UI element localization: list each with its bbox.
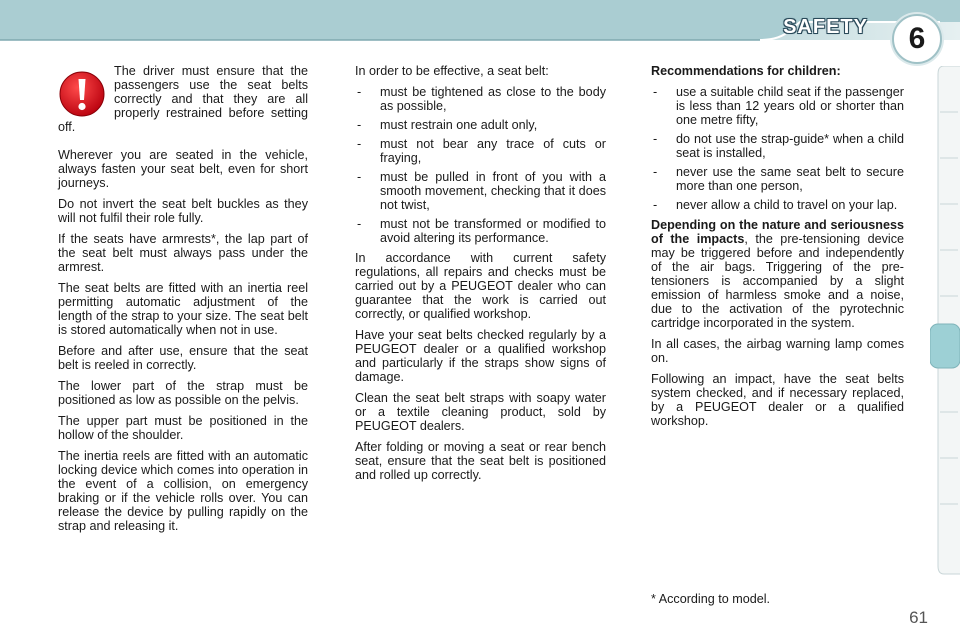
column-3 [651, 64, 904, 435]
paragraph: Wherever you are seated in the vehicle, always fasten your seat belt, even for short journeys. [58, 148, 308, 190]
list-item: - must be pulled in front of you with a smooth movement, checking that it does not twist, [355, 170, 606, 212]
paragraph: The seat belts are fitted with an inertia reel permitting automatic adjustment of the length of the strap to your size. The seat belt is stored automatically when not in use. [58, 281, 308, 337]
bold-lead: Depending on the nature and seriousness of the impacts [651, 218, 904, 246]
paragraph: If the seats have armrests*, the lap part of the seat belt must always pass under the armrest. [58, 232, 308, 274]
child-recommendations-list [651, 85, 904, 212]
column-1 [58, 64, 308, 540]
column-2 [355, 64, 606, 489]
list-item: - must not be transformed or modified to avoid altering its performance. [355, 217, 606, 245]
pretensioner-paragraph [651, 218, 904, 330]
paragraph: After folding or moving a seat or rear bench seat, ensure that the seat belt is positioned and rolled up correctly. [355, 440, 606, 482]
chapter-badge: 6 [892, 14, 942, 64]
list-item: - never use the same seat belt to secure more than one person, [651, 165, 904, 193]
warning-block [58, 64, 308, 141]
lead-rest: , the pre-tensioning device may be triggered before and independently of the air bags. Triggering of the pre-tensioners is accompanied by a slight emission of harmless smoke and a noise, due to the activation of the pyrotechnic cartridge incorporated in the system. [651, 232, 905, 330]
paragraph: In all cases, the airbag warning lamp comes on. [651, 337, 904, 365]
page-number: 61 [909, 608, 928, 627]
exclamation-warning-icon [58, 70, 106, 118]
list-item: - use a suitable child seat if the passenger is less than 12 years old or shorter than one metre fifty, [651, 85, 904, 127]
list-item: - must not bear any trace of cuts or fraying, [355, 137, 606, 165]
paragraph: Before and after use, ensure that the seat belt is reeled in correctly. [58, 344, 308, 372]
paragraph: In accordance with current safety regulations, all repairs and checks must be carried out by a PEUGEOT dealer who can guarantee that the work is carried out correctly, or qualified workshop. [355, 251, 606, 321]
paragraph: Following an impact, have the seat belts system checked, and if necessary replaced, by a PEUGEOT dealer or a qualified workshop. [651, 372, 904, 428]
section-heading: Recommendations for children: [651, 64, 841, 78]
footnote: * According to model. [651, 592, 771, 606]
paragraph: Clean the seat belt straps with soapy water or a textile cleaning product, sold by PEUGEOT dealers. [355, 391, 606, 433]
paragraph: Have your seat belts checked regularly by a PEUGEOT dealer or a qualified workshop and particularly if the straps show signs of damage. [355, 328, 606, 384]
list-item: - never allow a child to travel on your lap. [651, 198, 904, 212]
paragraph: The inertia reels are fitted with an automatic locking device which comes into operation in the event of a collision, on emergency braking or if the vehicle rolls over. You can release the device by pulling rapidly on the strap and releasing it. [58, 449, 308, 533]
chapter-tabs [930, 66, 960, 576]
paragraph: The upper part must be positioned in the hollow of the shoulder. [58, 414, 308, 442]
page-title: SAFETY [783, 16, 868, 38]
warning-text: The driver must ensure that the passengers use the seat belts correctly and that they are all properly restrained before setting off. [58, 64, 308, 134]
paragraph: The lower part of the strap must be positioned as low as possible on the pelvis. [58, 379, 308, 407]
list-item: - must restrain one adult only, [355, 118, 606, 132]
active-chapter-tab [930, 324, 960, 368]
paragraph: Do not invert the seat belt buckles as they will not fulfil their role fully. [58, 197, 308, 225]
seat-belt-requirements-list [355, 85, 606, 245]
intro-text: In order to be effective, a seat belt: [355, 64, 549, 78]
list-item: - must be tightened as close to the body as possible, [355, 85, 606, 113]
list-item: - do not use the strap-guide* when a child seat is installed, [651, 132, 904, 160]
